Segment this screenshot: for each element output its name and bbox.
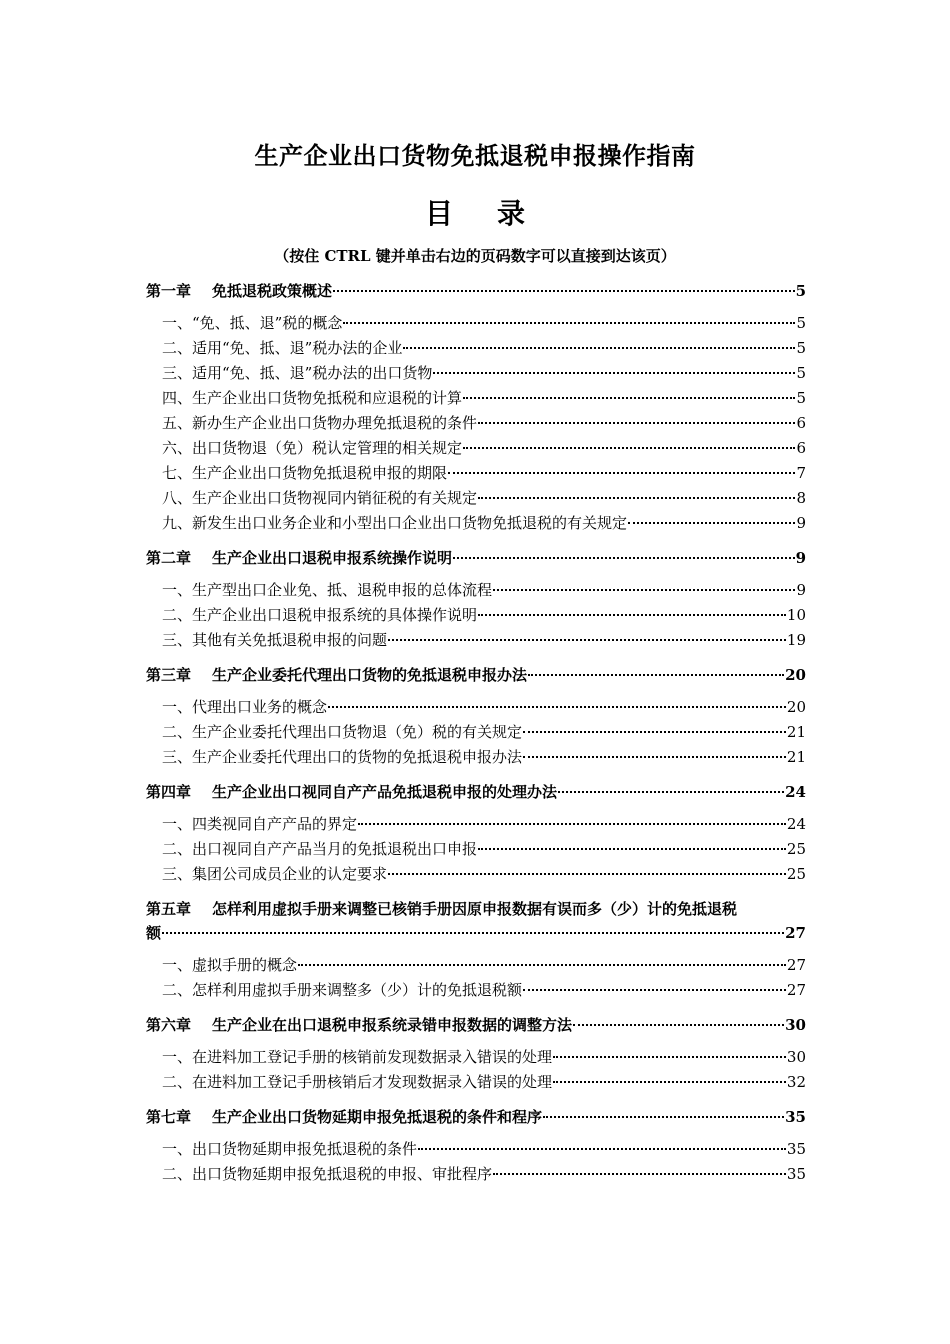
dot-leader [493, 1172, 786, 1175]
section-title: 一、四类视同自产产品的界定 [162, 815, 358, 833]
chapter-title: 生产企业出口货物延期申报免抵退税的条件和程序 [212, 1108, 543, 1126]
toc-section[interactable] [146, 1070, 806, 1095]
page-number-link[interactable]: 6 [796, 414, 806, 432]
page-number-link[interactable]: 21 [786, 748, 806, 766]
page-number-link[interactable]: 9 [796, 514, 806, 532]
section-title: 九、新发生出口业务企业和小型出口企业出口货物免抵退税的有关规定 [162, 514, 628, 532]
toc-section[interactable] [146, 862, 806, 887]
page-number-link[interactable]: 27 [786, 956, 806, 974]
page-number-link[interactable]: 35 [786, 1140, 806, 1158]
chapter-title-line-1: 怎样利用虚拟手册来调整已核销手册因原申报数据有误而多（少）计的免抵退税 [212, 900, 738, 918]
dot-leader [343, 321, 795, 324]
dot-leader [553, 1055, 786, 1058]
page-number-link[interactable]: 10 [786, 606, 806, 624]
dot-leader [403, 346, 795, 349]
toc-chapter-3[interactable] [146, 663, 806, 687]
toc-section[interactable] [146, 1162, 806, 1187]
section-title: 六、出口货物退（免）税认定管理的相关规定 [162, 439, 463, 457]
section-title: 二、在进料加工登记手册核销后才发现数据录入错误的处理 [162, 1073, 553, 1091]
dot-leader [493, 588, 795, 591]
section-title: 四、生产企业出口货物免抵税和应退税的计算 [162, 389, 463, 407]
toc-heading-char-2: 录 [497, 197, 526, 230]
section-title: 三、生产企业委托代理出口的货物的免抵退税申报办法 [162, 748, 523, 766]
toc-hint: （按住 CTRL 键并单击右边的页码数字可以直接到达该页） [274, 247, 676, 265]
section-title: 五、新办生产企业出口货物办理免抵退税的条件 [162, 414, 478, 432]
page-number-link[interactable]: 5 [796, 314, 806, 332]
toc-section[interactable] [146, 486, 806, 511]
section-title: 二、出口视同自产产品当月的免抵退税出口申报 [162, 840, 478, 858]
dot-leader [478, 847, 786, 850]
dot-leader [388, 872, 786, 875]
chapter-number: 第三章 [146, 666, 192, 684]
dot-leader [453, 556, 795, 559]
toc-section[interactable] [146, 745, 806, 770]
chapter-number: 第一章 [146, 282, 192, 300]
page-number-link[interactable]: 27 [786, 981, 806, 999]
toc-section[interactable] [146, 837, 806, 862]
section-title: 一、在进料加工登记手册的核销前发现数据录入错误的处理 [162, 1048, 553, 1066]
section-title: 二、怎样利用虚拟手册来调整多（少）计的免抵退税额 [162, 981, 523, 999]
toc-section[interactable] [146, 511, 806, 536]
section-title: 一、代理出口业务的概念 [162, 698, 328, 716]
dot-leader [523, 730, 786, 733]
table-of-contents [146, 279, 806, 1187]
toc-chapter-2[interactable] [146, 546, 806, 570]
toc-section[interactable] [146, 411, 806, 436]
section-title: 七、生产企业出口货物免抵退税申报的期限 [162, 464, 448, 482]
dot-leader [523, 755, 786, 758]
page-number-link[interactable]: 5 [796, 364, 806, 382]
toc-section[interactable] [146, 953, 806, 978]
chapter-number: 第七章 [146, 1108, 192, 1126]
dot-leader [328, 705, 786, 708]
section-title: 一、生产型出口企业免、抵、退税申报的总体流程 [162, 581, 493, 599]
page-number-link[interactable]: 9 [796, 581, 806, 599]
chapter-number: 第五章 [146, 900, 192, 918]
toc-section[interactable] [146, 1137, 806, 1162]
chapter-title: 生产企业委托代理出口货物的免抵退税申报办法 [212, 666, 528, 684]
page-number-link[interactable]: 35 [786, 1165, 806, 1183]
dot-leader [573, 1023, 784, 1026]
chapter-number: 第二章 [146, 549, 192, 567]
toc-heading [0, 192, 950, 232]
chapter-title: 生产企业在出口退税申报系统录错申报数据的调整方法 [212, 1016, 573, 1034]
chapter-title-line-2: 额 [146, 924, 162, 942]
page-number-link[interactable]: 9 [795, 549, 806, 567]
dot-leader [628, 521, 795, 524]
toc-section[interactable] [146, 436, 806, 461]
toc-chapter-1[interactable] [146, 279, 806, 303]
toc-section[interactable] [146, 361, 806, 386]
dot-leader [463, 446, 795, 449]
toc-section[interactable] [146, 1045, 806, 1070]
toc-chapter-5[interactable] [146, 897, 806, 945]
dot-leader [162, 931, 784, 934]
section-title: 二、生产企业出口退税申报系统的具体操作说明 [162, 606, 478, 624]
toc-section[interactable] [146, 603, 806, 628]
page-number-link[interactable]: 25 [786, 865, 806, 883]
dot-leader [333, 289, 795, 292]
page-number-link[interactable]: 35 [785, 1108, 806, 1126]
toc-section[interactable] [146, 628, 806, 653]
page-number-link[interactable]: 6 [796, 439, 806, 457]
section-title: 三、适用“免、抵、退”税办法的出口货物 [162, 364, 433, 382]
section-title: 一、“免、抵、退”税的概念 [162, 314, 343, 332]
chapter-title: 生产企业出口退税申报系统操作说明 [212, 549, 453, 567]
page-number-link[interactable]: 25 [786, 840, 806, 858]
dot-leader [358, 822, 786, 825]
dot-leader [558, 790, 784, 793]
page-number-link[interactable]: 5 [796, 389, 806, 407]
section-title: 三、其他有关免抵退税申报的问题 [162, 631, 388, 649]
toc-section[interactable] [146, 311, 806, 336]
chapter-number: 第六章 [146, 1016, 192, 1034]
page-number-link[interactable]: 20 [786, 698, 806, 716]
toc-chapter-7[interactable] [146, 1105, 806, 1129]
toc-heading-char-1: 目 [424, 197, 453, 230]
section-title: 二、出口货物延期申报免抵退税的申报、审批程序 [162, 1165, 493, 1183]
toc-chapter-4[interactable] [146, 780, 806, 804]
chapter-number: 第四章 [146, 783, 192, 801]
page-number-link[interactable]: 19 [786, 631, 806, 649]
section-title: 二、生产企业委托代理出口货物退（免）税的有关规定 [162, 723, 523, 741]
toc-section[interactable] [146, 578, 806, 603]
page-number-link[interactable]: 5 [795, 282, 806, 300]
toc-section[interactable] [146, 978, 806, 1003]
section-title: 三、集团公司成员企业的认定要求 [162, 865, 388, 883]
page-number-link[interactable]: 30 [785, 1016, 806, 1034]
dot-leader [478, 613, 786, 616]
page-number-link[interactable]: 24 [786, 815, 806, 833]
page-number-link[interactable]: 21 [786, 723, 806, 741]
dot-leader [418, 1147, 786, 1150]
section-title: 二、适用“免、抵、退”税办法的企业 [162, 339, 403, 357]
page-number-link[interactable]: 8 [796, 489, 806, 507]
dot-leader [433, 371, 795, 374]
toc-section[interactable] [146, 812, 806, 837]
dot-leader [478, 421, 795, 424]
page-number-link[interactable]: 27 [785, 924, 806, 942]
section-title: 八、生产企业出口货物视同内销征税的有关规定 [162, 489, 478, 507]
page-number-link[interactable]: 32 [786, 1073, 806, 1091]
toc-section[interactable] [146, 336, 806, 361]
dot-leader [543, 1115, 784, 1118]
toc-section[interactable] [146, 720, 806, 745]
dot-leader [463, 396, 795, 399]
page-number-link[interactable]: 24 [785, 783, 806, 801]
dot-leader [448, 471, 795, 474]
toc-chapter-6[interactable] [146, 1013, 806, 1037]
section-title: 一、出口货物延期申报免抵退税的条件 [162, 1140, 418, 1158]
page-number-link[interactable]: 5 [796, 339, 806, 357]
dot-leader [298, 963, 786, 966]
toc-section[interactable] [146, 386, 806, 411]
page-number-link[interactable]: 20 [785, 666, 806, 684]
document-title: 生产企业出口货物免抵退税申报操作指南 [254, 141, 696, 170]
page-number-link[interactable]: 30 [786, 1048, 806, 1066]
toc-section[interactable] [146, 695, 806, 720]
chapter-title: 生产企业出口视同自产产品免抵退税申报的处理办法 [212, 783, 558, 801]
dot-leader [478, 496, 795, 499]
dot-leader [553, 1080, 786, 1083]
dot-leader [388, 638, 786, 641]
toc-section[interactable] [146, 461, 806, 486]
section-title: 一、虚拟手册的概念 [162, 956, 298, 974]
dot-leader [523, 988, 786, 991]
page-number-link[interactable]: 7 [796, 464, 806, 482]
chapter-title: 免抵退税政策概述 [212, 282, 333, 300]
dot-leader [528, 673, 784, 676]
